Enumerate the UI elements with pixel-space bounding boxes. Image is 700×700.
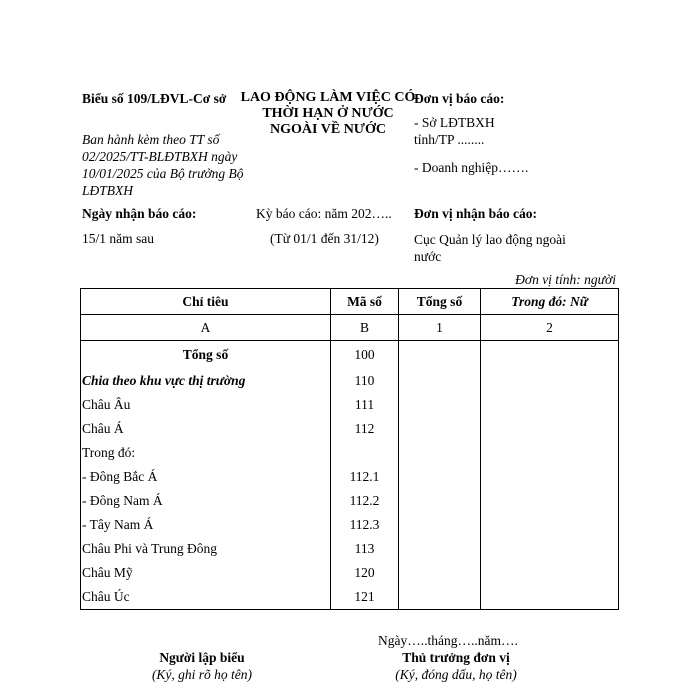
row-label: Châu Phi và Trung Đông bbox=[81, 537, 331, 561]
row-total bbox=[399, 513, 481, 537]
header-female: Trong đó: Nữ bbox=[481, 289, 619, 315]
row-code: 121 bbox=[331, 585, 399, 610]
table-row bbox=[81, 537, 619, 561]
row-label: - Đông Bắc Á bbox=[81, 465, 331, 489]
row-label: Châu Á bbox=[81, 417, 331, 441]
reporting-unit-line1: - Sở LĐTBXH tỉnh/TP ........ bbox=[414, 115, 495, 147]
reporting-unit bbox=[414, 90, 614, 176]
letter-a: A bbox=[81, 315, 331, 341]
letter-2: 2 bbox=[481, 315, 619, 341]
table-row bbox=[81, 489, 619, 513]
head-of-unit-note: (Ký, đóng dấu, họ tên) bbox=[395, 667, 517, 682]
row-label: Châu Âu bbox=[81, 393, 331, 417]
report-title: LAO ĐỘNG LÀM VIỆC CÓ THỜI HẠN Ở NƯỚC NGOÀI VỀ NƯỚC bbox=[240, 90, 416, 137]
row-total bbox=[399, 489, 481, 513]
row-total bbox=[399, 417, 481, 441]
row-total bbox=[399, 441, 481, 465]
row-code: 112.1 bbox=[331, 465, 399, 489]
table-row bbox=[81, 513, 619, 537]
header-code: Mã số bbox=[331, 289, 399, 315]
row-code: 112.3 bbox=[331, 513, 399, 537]
row-code: 112.2 bbox=[331, 489, 399, 513]
table-row bbox=[81, 341, 619, 370]
head-of-unit-title: Thủ trưởng đơn vị bbox=[402, 650, 510, 665]
letter-1: 1 bbox=[399, 315, 481, 341]
row-label: Châu Mỹ bbox=[81, 561, 331, 585]
reporting-unit-line2: - Doanh nghiệp……. bbox=[414, 160, 529, 175]
table-row bbox=[81, 441, 619, 465]
issued-under-note: Ban hành kèm theo TT số 02/2025/TT-BLĐTBXH ngày 10/01/2025 của Bộ trưởng Bộ LĐTBXH bbox=[82, 132, 244, 198]
row-total bbox=[399, 341, 481, 370]
row-code bbox=[331, 441, 399, 465]
table-header-row bbox=[81, 289, 619, 315]
row-label: Chia theo khu vực thị trường bbox=[81, 369, 331, 393]
receiving-unit-label: Đơn vị nhận báo cáo: bbox=[414, 206, 538, 221]
received-date-label: Ngày nhận báo cáo: bbox=[82, 206, 197, 221]
row-total bbox=[399, 561, 481, 585]
row-code: 113 bbox=[331, 537, 399, 561]
received-date-value: 15/1 năm sau bbox=[82, 231, 154, 246]
row-female bbox=[481, 585, 619, 610]
row-female bbox=[481, 537, 619, 561]
row-label: Châu Úc bbox=[81, 585, 331, 610]
unit-note: Đơn vị tính: người bbox=[515, 272, 616, 287]
header-indicator: Chỉ tiêu bbox=[81, 289, 331, 315]
row-total bbox=[399, 465, 481, 489]
date-line: Ngày…..tháng…..năm…. bbox=[378, 633, 518, 648]
row-female bbox=[481, 341, 619, 370]
row-label: Tổng số bbox=[81, 341, 331, 370]
row-code: 120 bbox=[331, 561, 399, 585]
row-female bbox=[481, 417, 619, 441]
report-table bbox=[80, 288, 619, 610]
row-female bbox=[481, 393, 619, 417]
row-label: - Đông Nam Á bbox=[81, 489, 331, 513]
row-female bbox=[481, 441, 619, 465]
row-code: 111 bbox=[331, 393, 399, 417]
row-female bbox=[481, 369, 619, 393]
row-label: - Tây Nam Á bbox=[81, 513, 331, 537]
row-code: 110 bbox=[331, 369, 399, 393]
table-row bbox=[81, 417, 619, 441]
period-range: (Từ 01/1 đến 31/12) bbox=[270, 231, 379, 246]
table-row bbox=[81, 465, 619, 489]
row-female bbox=[481, 561, 619, 585]
row-total bbox=[399, 537, 481, 561]
row-total bbox=[399, 393, 481, 417]
row-female bbox=[481, 465, 619, 489]
period-label: Kỳ báo cáo: năm 202….. bbox=[256, 206, 392, 221]
table-row bbox=[81, 369, 619, 393]
table-row bbox=[81, 561, 619, 585]
row-label: Trong đó: bbox=[81, 441, 331, 465]
header-total: Tổng số bbox=[399, 289, 481, 315]
column-letter-row bbox=[81, 315, 619, 341]
row-total bbox=[399, 369, 481, 393]
row-code: 112 bbox=[331, 417, 399, 441]
row-code: 100 bbox=[331, 341, 399, 370]
letter-b: B bbox=[331, 315, 399, 341]
table-row bbox=[81, 585, 619, 610]
row-total bbox=[399, 585, 481, 610]
form-code: Biểu số 109/LĐVL-Cơ sở bbox=[82, 91, 227, 106]
preparer-title: Người lập biểu bbox=[159, 650, 245, 665]
reporting-unit-label: Đơn vị báo cáo: bbox=[414, 91, 505, 106]
row-female bbox=[481, 489, 619, 513]
row-female bbox=[481, 513, 619, 537]
receiving-unit-value: Cục Quản lý lao động ngoài nước bbox=[414, 232, 566, 264]
table-row bbox=[81, 393, 619, 417]
preparer-note: (Ký, ghi rõ họ tên) bbox=[151, 667, 253, 682]
